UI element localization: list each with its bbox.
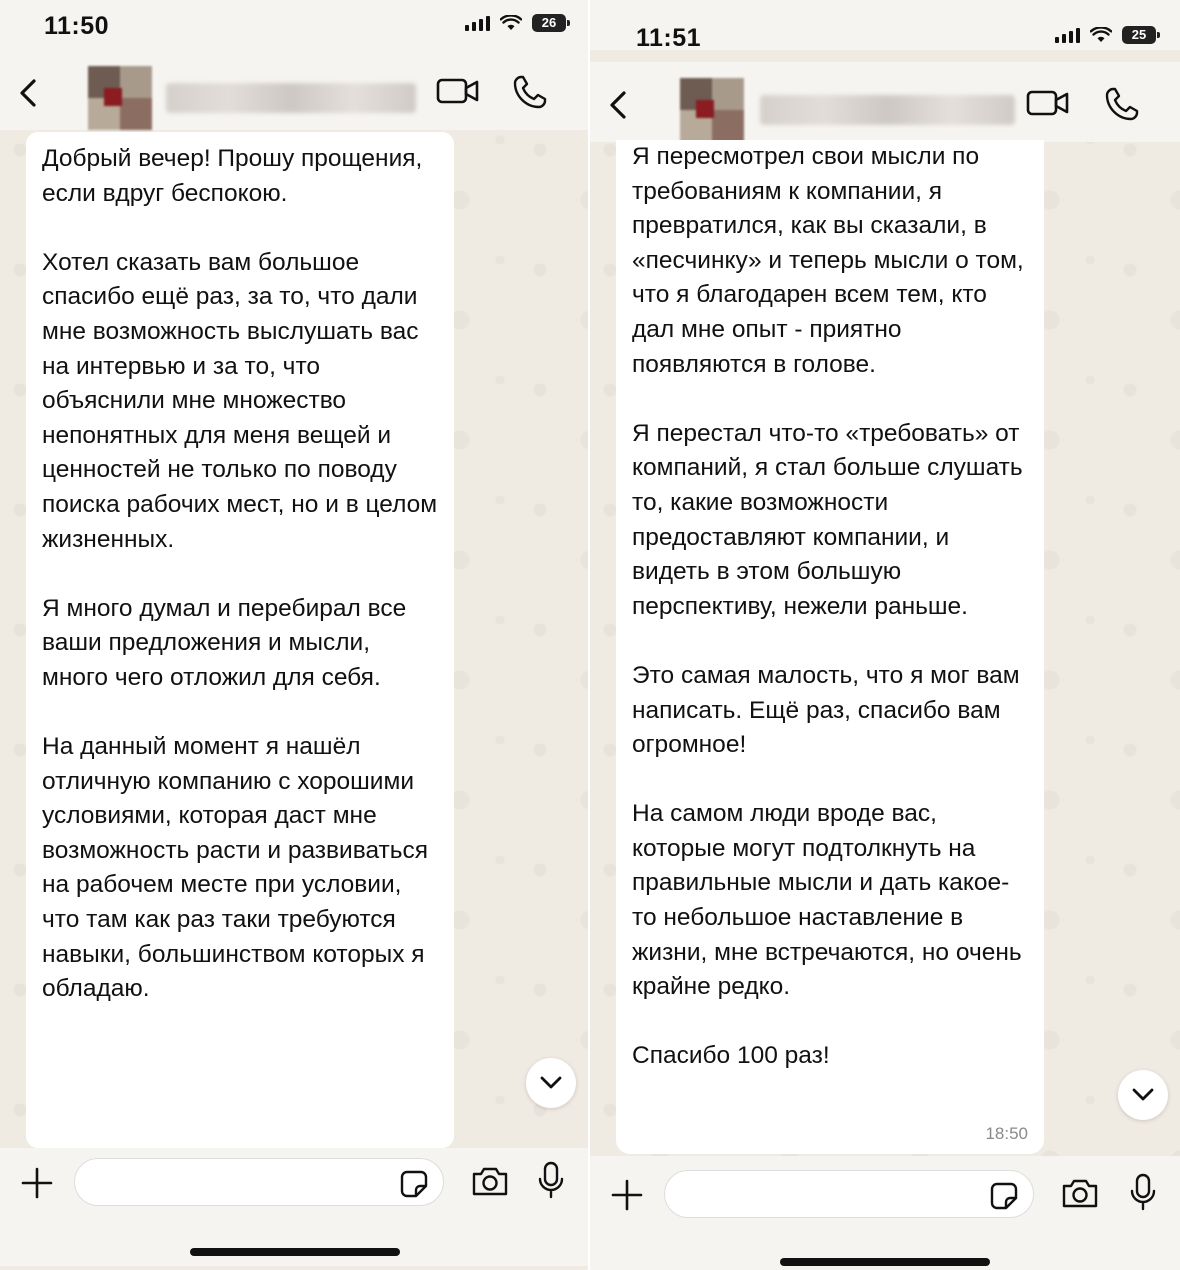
status-time: 11:50: [44, 12, 110, 40]
plus-icon[interactable]: [610, 1178, 644, 1212]
battery-indicator: 25: [1122, 26, 1156, 44]
scroll-down-button[interactable]: [1118, 1070, 1168, 1120]
microphone-icon[interactable]: [1128, 1172, 1158, 1212]
chat-header: [0, 50, 588, 130]
message-input[interactable]: [664, 1170, 1034, 1218]
wifi-icon: [1090, 27, 1112, 43]
chat-screen-right: [590, 0, 1180, 1270]
message-paragraph: Хотел сказать вам большое спасибо ещё раз, за то, что дали мне возможность выслушать вас на интервью и за то, что объяснили мне множество непонятных для меня вещей и ценностей не только по поводу поиска рабочих мест, но и в целом жизненных.: [42, 248, 438, 553]
contact-name-blurred[interactable]: [760, 95, 1015, 125]
chevron-left-icon[interactable]: [14, 78, 44, 108]
chat-screen-left: [0, 0, 588, 1270]
camera-icon[interactable]: [1060, 1176, 1100, 1210]
status-bar: [590, 0, 1180, 50]
message-paragraph: На данный момент я нашёл отличную компанию с хорошими условиями, которая даст мне возможность расти и развиваться на рабочем месте при условии, что там как раз таки требуются навыки, большинством которых я обладаю.: [42, 733, 429, 1003]
chevron-down-icon: [540, 1076, 562, 1090]
home-indicator: [780, 1258, 990, 1266]
camera-icon[interactable]: [470, 1164, 510, 1198]
message-paragraph: На самом люди вроде вас, которые могут подтолкнуть на правильные мысли и дать какое-то небольшое наставление в жизни, мне встречаются, но очень крайне редко.: [632, 800, 1022, 1001]
sticker-icon[interactable]: [989, 1181, 1019, 1211]
message-paragraph: Я перестал что-то «требовать» от компаний, я стал больше слушать то, какие возможности предоставляют компании, и видеть в этом большую перспективу, нежели раньше.: [632, 419, 1023, 620]
wifi-icon: [500, 15, 522, 31]
message-paragraph: Добрый вечер! Прошу прощения, если вдруг беспокою.: [42, 145, 423, 207]
signal-icon: [465, 15, 490, 31]
microphone-icon[interactable]: [536, 1160, 566, 1200]
signal-icon: [1055, 27, 1080, 43]
avatar[interactable]: [680, 78, 744, 142]
video-camera-icon[interactable]: [1026, 88, 1070, 118]
status-bar: [0, 0, 588, 50]
message-paragraph: Спасибо 100 раз!: [632, 1042, 830, 1070]
chevron-down-icon: [1132, 1088, 1154, 1102]
phone-icon[interactable]: [512, 74, 548, 110]
chevron-left-icon[interactable]: [604, 90, 634, 120]
scroll-down-button[interactable]: [526, 1058, 576, 1108]
chat-header: [590, 62, 1180, 142]
status-time: 11:51: [636, 24, 702, 52]
message-paragraph: Это самая малость, что я мог вам написать. Ещё раз, спасибо вам огромное!: [632, 661, 1020, 759]
contact-name-blurred[interactable]: [166, 83, 416, 113]
status-icons: [1055, 26, 1156, 44]
message-timestamp: 18:50: [985, 1124, 1028, 1143]
phone-icon[interactable]: [1104, 86, 1140, 122]
avatar[interactable]: [88, 66, 152, 130]
message-bubble[interactable]: [616, 140, 1044, 1154]
sticker-icon[interactable]: [399, 1169, 429, 1199]
plus-icon[interactable]: [20, 1166, 54, 1200]
message-paragraph: Я много думал и перебирал все ваши предложения и мысли, много чего отложил для себя.: [42, 594, 407, 691]
battery-indicator: 26: [532, 14, 566, 32]
message-input[interactable]: [74, 1158, 444, 1206]
home-indicator: [190, 1248, 400, 1256]
status-icons: [465, 14, 566, 32]
message-paragraph: Я пересмотрел свои мысли по требованиям к компании, я превратился, как вы сказали, в «песчинку» и теперь мысли о том, что я благодарен всем тем, кто дал мне опыт - приятно появляются в голове.: [632, 143, 1024, 378]
input-bar: [590, 1156, 1180, 1270]
message-bubble[interactable]: [26, 132, 454, 1148]
video-camera-icon[interactable]: [436, 76, 480, 106]
